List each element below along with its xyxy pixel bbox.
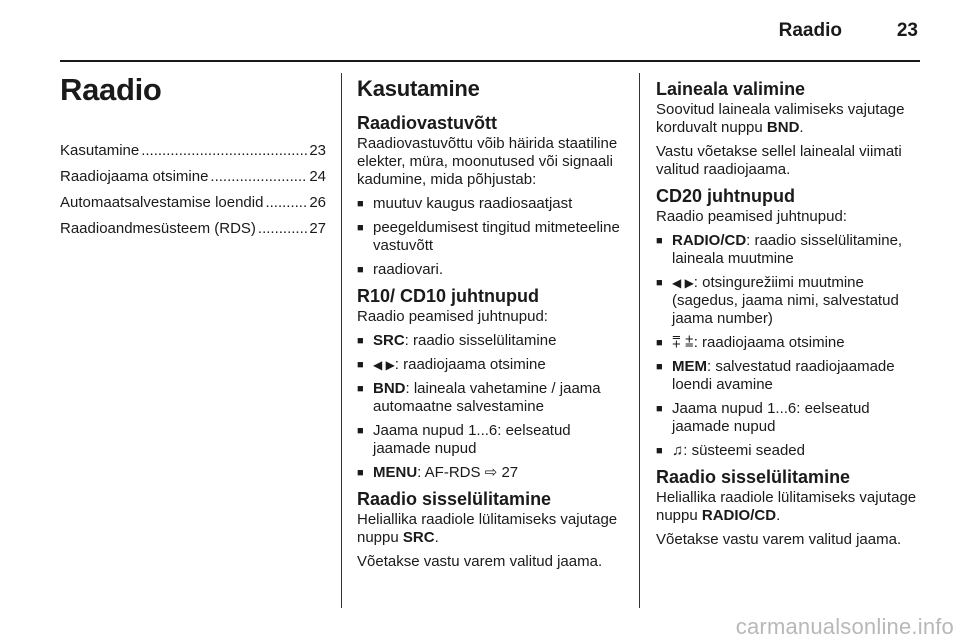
- header-section-title: Raadio: [778, 20, 842, 41]
- list-item: ■ MENU: AF-RDS ⇨ 27: [357, 464, 621, 482]
- list-item: ■ BND: laineala vahetamine / jaama automaatne salvestamine: [357, 380, 621, 416]
- toc-item-page: 23: [309, 142, 326, 159]
- toc-column: [60, 70, 326, 245]
- key-radio-cd: RADIO/CD: [672, 232, 747, 249]
- key-mem: MEM: [672, 358, 707, 375]
- toc-item-page: 27: [309, 220, 326, 237]
- content-column-2: [357, 70, 621, 577]
- toc-leader-dots: [258, 219, 307, 239]
- list-item: ■ muutuv kaugus raadiosaatjast: [357, 195, 621, 213]
- toc-leader-dots: [210, 167, 307, 187]
- section-title: Kasutamine: [357, 76, 480, 101]
- list-item: ■ Jaama nupud 1...6: eelseatud jaamade nupud: [656, 400, 924, 436]
- list-item: ■ RADIO/CD: raadio sisselülitamine, laineala muutmine: [656, 232, 924, 268]
- toc-item[interactable]: [60, 167, 326, 187]
- toc-item[interactable]: [60, 193, 326, 213]
- list-item: ■ ◀ ▶: otsingurežiimi muutmine (sagedus, jaama nimi, salvestatud jaama number): [656, 274, 924, 328]
- header-page-number: 23: [896, 20, 918, 41]
- paragraph-reception: Raadiovastuvõttu võib häirida staatiline elekter, müra, moonutused või signaali kadumine, mida põhjustab:: [357, 135, 618, 188]
- list-item: ■ MEM: salvestatud raadiojaamade loendi avamine: [656, 358, 924, 394]
- key-src: SRC: [373, 332, 405, 349]
- toc-leader-dots: [141, 141, 307, 161]
- left-right-arrows-icon: ◀ ▶: [672, 276, 694, 290]
- list-item: ■ ⩱ ⩲: raadiojaama otsimine: [656, 334, 924, 352]
- subheading-reception: Raadiovastuvõtt: [357, 113, 498, 133]
- toc-item-label: Raadioandmesüsteem (RDS): [60, 220, 256, 237]
- key-bnd: BND: [766, 119, 800, 136]
- paragraph-controls: Raadio peamised juhtnupud:: [357, 308, 548, 325]
- tune-up-down-icon: ⩱ ⩲: [672, 334, 694, 351]
- list-item: ■ peegeldumisest tingitud mitmeteeline vastuvõtt: [357, 219, 621, 255]
- subheading-switch-on: Raadio sisselülitamine: [656, 467, 851, 487]
- key-menu: MENU: [373, 464, 418, 481]
- reception-list: [357, 195, 621, 279]
- watermark: carmanualsonline.info: [735, 614, 954, 639]
- column-divider: [639, 73, 640, 608]
- page-reference-arrow-icon: ⇨: [484, 464, 498, 481]
- toc-item[interactable]: [60, 141, 326, 161]
- toc-item-page: 26: [309, 194, 326, 211]
- paragraph-switch-result: Võetakse vastu varem valitud jaama.: [357, 553, 603, 570]
- paragraph-switch: Heliallika raadiole lülitamiseks vajutage nuppu SRC.: [357, 511, 618, 546]
- subheading-band-select: Laineala valimine: [656, 79, 806, 99]
- list-item: ■ ◀ ▶: raadiojaama otsimine: [357, 356, 621, 374]
- paragraph-band: Soovitud laineala valimiseks vajutage korduvalt nuppu BND.: [656, 101, 905, 136]
- page-header: [60, 0, 920, 62]
- table-of-contents: [60, 141, 326, 239]
- list-item: ■ ♫: süsteemi seaded: [656, 442, 924, 460]
- music-note-icon: ♫: [672, 442, 684, 459]
- toc-item-label: Automaatsalvestamise loendid: [60, 194, 264, 211]
- paragraph-switch-result: Võetakse vastu varem valitud jaama.: [656, 531, 902, 548]
- key-radio-cd: RADIO/CD: [701, 507, 777, 524]
- cd20-controls-list: [656, 232, 924, 460]
- subheading-cd20-controls: CD20 juhtnupud: [656, 186, 795, 206]
- paragraph-band-result: Vastu võetakse sellel lainealal viimati valitud raadiojaama.: [656, 143, 902, 178]
- list-item: ■ Jaama nupud 1...6: eelseatud jaamade nupud: [357, 422, 621, 458]
- list-item: ■ raadiovari.: [357, 261, 621, 279]
- page-reference[interactable]: 27: [501, 464, 519, 481]
- toc-item-label: Kasutamine: [60, 142, 140, 159]
- subheading-switch-on: Raadio sisselülitamine: [357, 489, 552, 509]
- list-item: ■ SRC: raadio sisselülitamine: [357, 332, 621, 350]
- toc-item-label: Raadiojaama otsimine: [60, 168, 209, 185]
- controls-list: [357, 332, 621, 482]
- chapter-title: Raadio: [60, 72, 162, 107]
- column-divider: [341, 73, 342, 608]
- paragraph-switch: Heliallika raadiole lülitamiseks vajutage nuppu RADIO/CD.: [656, 489, 917, 524]
- key-bnd: BND: [373, 380, 406, 397]
- toc-item-page: 24: [309, 168, 326, 185]
- paragraph-cd20: Raadio peamised juhtnupud:: [656, 208, 847, 225]
- left-right-arrows-icon: ◀ ▶: [373, 358, 395, 372]
- toc-item[interactable]: [60, 219, 326, 239]
- key-src: SRC: [402, 529, 435, 546]
- content-column-3: [656, 70, 924, 555]
- toc-leader-dots: [265, 193, 307, 213]
- subheading-r10-controls: R10/ CD10 juhtnupud: [357, 286, 540, 306]
